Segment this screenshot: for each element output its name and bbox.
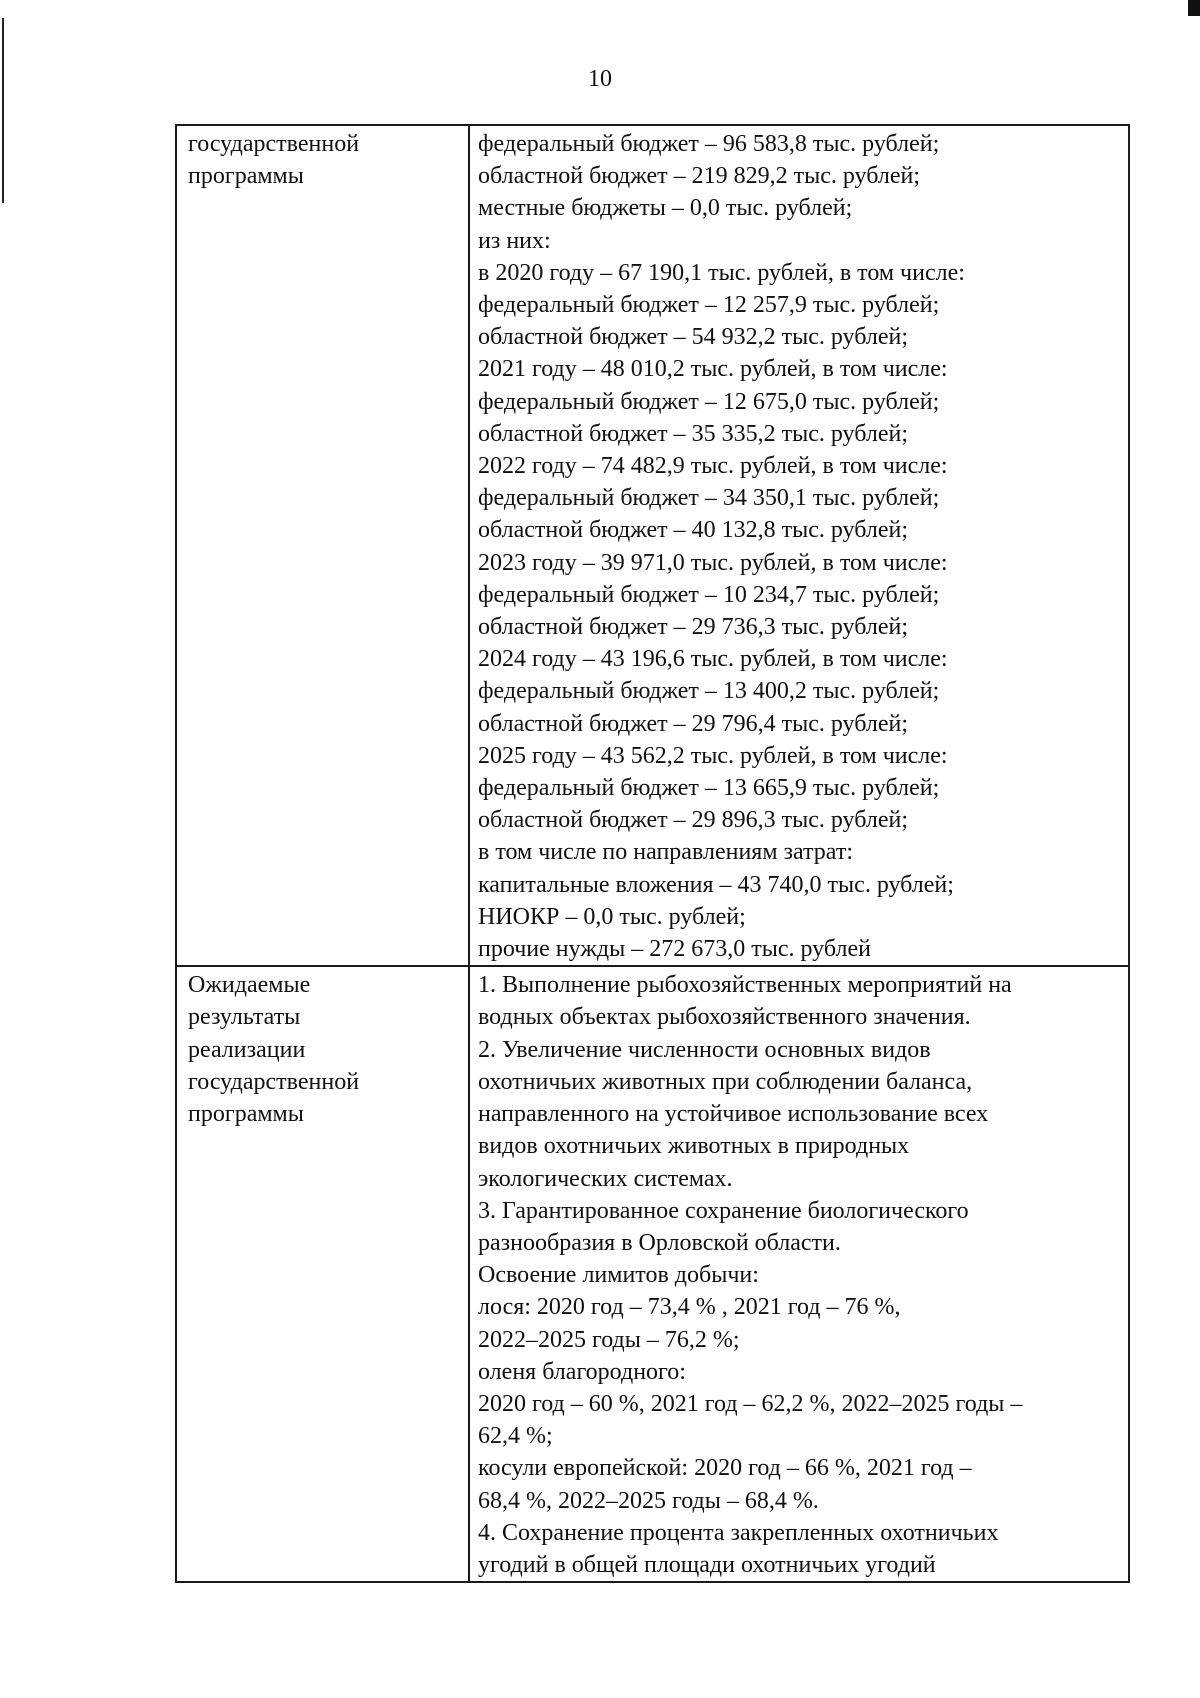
text-line: 2020 год – 60 %, 2021 год – 62,2 %, 2022–2025 годы –: [478, 1390, 1023, 1417]
text-line: из них:: [478, 227, 551, 254]
text-line: в 2020 году – 67 190,1 тыс. рублей, в том числе:: [478, 259, 965, 286]
text-line: 1. Выполнение рыбохозяйственных мероприятий на: [478, 972, 1012, 999]
label-line: государственной: [188, 1068, 360, 1095]
text-line: 4. Сохранение процента закрепленных охотничьих: [478, 1519, 999, 1546]
text-line: местные бюджеты – 0,0 тыс. рублей;: [478, 195, 853, 222]
page-number: 10: [588, 66, 612, 92]
text-line: федеральный бюджет – 12 257,9 тыс. рублей;: [478, 292, 940, 319]
scan-edge-mark: [2, 18, 4, 203]
label-line: государственной: [188, 131, 360, 157]
text-line: прочие нужды – 272 673,0 тыс. рублей: [478, 936, 871, 963]
text-line: областной бюджет – 35 335,2 тыс. рублей;: [478, 420, 908, 447]
label-line: программы: [188, 1101, 304, 1128]
text-line: направленного на устойчивое использование всех: [478, 1101, 989, 1128]
text-line: областной бюджет – 29 796,4 тыс. рублей;: [478, 710, 908, 737]
text-line: федеральный бюджет – 96 583,8 тыс. рублей;: [478, 131, 940, 157]
label-line: реализации: [188, 1036, 306, 1063]
label-line: Ожидаемые: [188, 972, 311, 999]
text-line: областной бюджет – 29 736,3 тыс. рублей;: [478, 614, 908, 641]
results-content-cell: [470, 967, 1128, 1581]
text-line: 2022–2025 годы – 76,2 %;: [478, 1326, 740, 1353]
text-line: областной бюджет – 54 932,2 тыс. рублей;: [478, 324, 908, 351]
text-line: 2021 году – 48 010,2 тыс. рублей, в том числе:: [478, 356, 948, 383]
table-row-funding: [177, 126, 1128, 965]
text-line: капитальные вложения – 43 740,0 тыс. рублей;: [478, 871, 954, 898]
text-line: лося: 2020 год – 73,4 % , 2021 год – 76 %,: [478, 1294, 901, 1321]
text-line: 62,4 %;: [478, 1423, 553, 1450]
text-line: 3. Гарантированное сохранение биологического: [478, 1197, 969, 1224]
text-line: Освоение лимитов добычи:: [478, 1262, 759, 1289]
text-line: видов охотничьих животных в природных: [478, 1133, 910, 1160]
text-line: в том числе по направлениям затрат:: [478, 839, 853, 866]
results-label-cell: [177, 967, 470, 1581]
text-line: охотничьих животных при соблюдении баланса,: [478, 1068, 973, 1095]
text-line: 2. Увеличение численности основных видов: [478, 1036, 931, 1063]
text-line: водных объектах рыбохозяйственного значения.: [478, 1004, 971, 1031]
label-line: результаты: [188, 1004, 301, 1031]
text-line: областной бюджет – 29 896,3 тыс. рублей;: [478, 807, 908, 834]
text-line: федеральный бюджет – 13 665,9 тыс. рублей;: [478, 775, 940, 802]
text-line: разнообразия в Орловской области.: [478, 1229, 841, 1256]
text-line: 2022 году – 74 482,9 тыс. рублей, в том числе:: [478, 453, 948, 480]
label-line: программы: [188, 163, 304, 190]
text-line: 2023 году – 39 971,0 тыс. рублей, в том числе:: [478, 549, 948, 576]
text-line: областной бюджет – 219 829,2 тыс. рублей;: [478, 163, 920, 190]
program-passport-table: [175, 124, 1130, 1583]
text-line: 68,4 %, 2022–2025 годы – 68,4 %.: [478, 1487, 819, 1514]
text-line: НИОКР – 0,0 тыс. рублей;: [478, 903, 746, 930]
text-line: угодий в общей площади охотничьих угодий: [478, 1551, 936, 1578]
text-line: косули европейской: 2020 год – 66 %, 2021 год –: [478, 1455, 972, 1482]
text-line: 2024 году – 43 196,6 тыс. рублей, в том числе:: [478, 646, 948, 673]
scan-corner-mark: [1188, 0, 1200, 16]
text-line: федеральный бюджет – 10 234,7 тыс. рублей;: [478, 581, 940, 608]
text-line: оленя благородного:: [478, 1358, 686, 1385]
text-line: федеральный бюджет – 13 400,2 тыс. рублей;: [478, 678, 940, 705]
funding-label-cell: [177, 126, 470, 965]
table-row-expected-results: [177, 965, 1128, 1581]
text-line: экологических системах.: [478, 1165, 733, 1192]
text-line: федеральный бюджет – 12 675,0 тыс. рублей;: [478, 388, 940, 415]
funding-content-cell: [470, 126, 1128, 965]
text-line: областной бюджет – 40 132,8 тыс. рублей;: [478, 517, 908, 544]
text-line: федеральный бюджет – 34 350,1 тыс. рублей;: [478, 485, 940, 512]
text-line: 2025 году – 43 562,2 тыс. рублей, в том числе:: [478, 742, 948, 769]
